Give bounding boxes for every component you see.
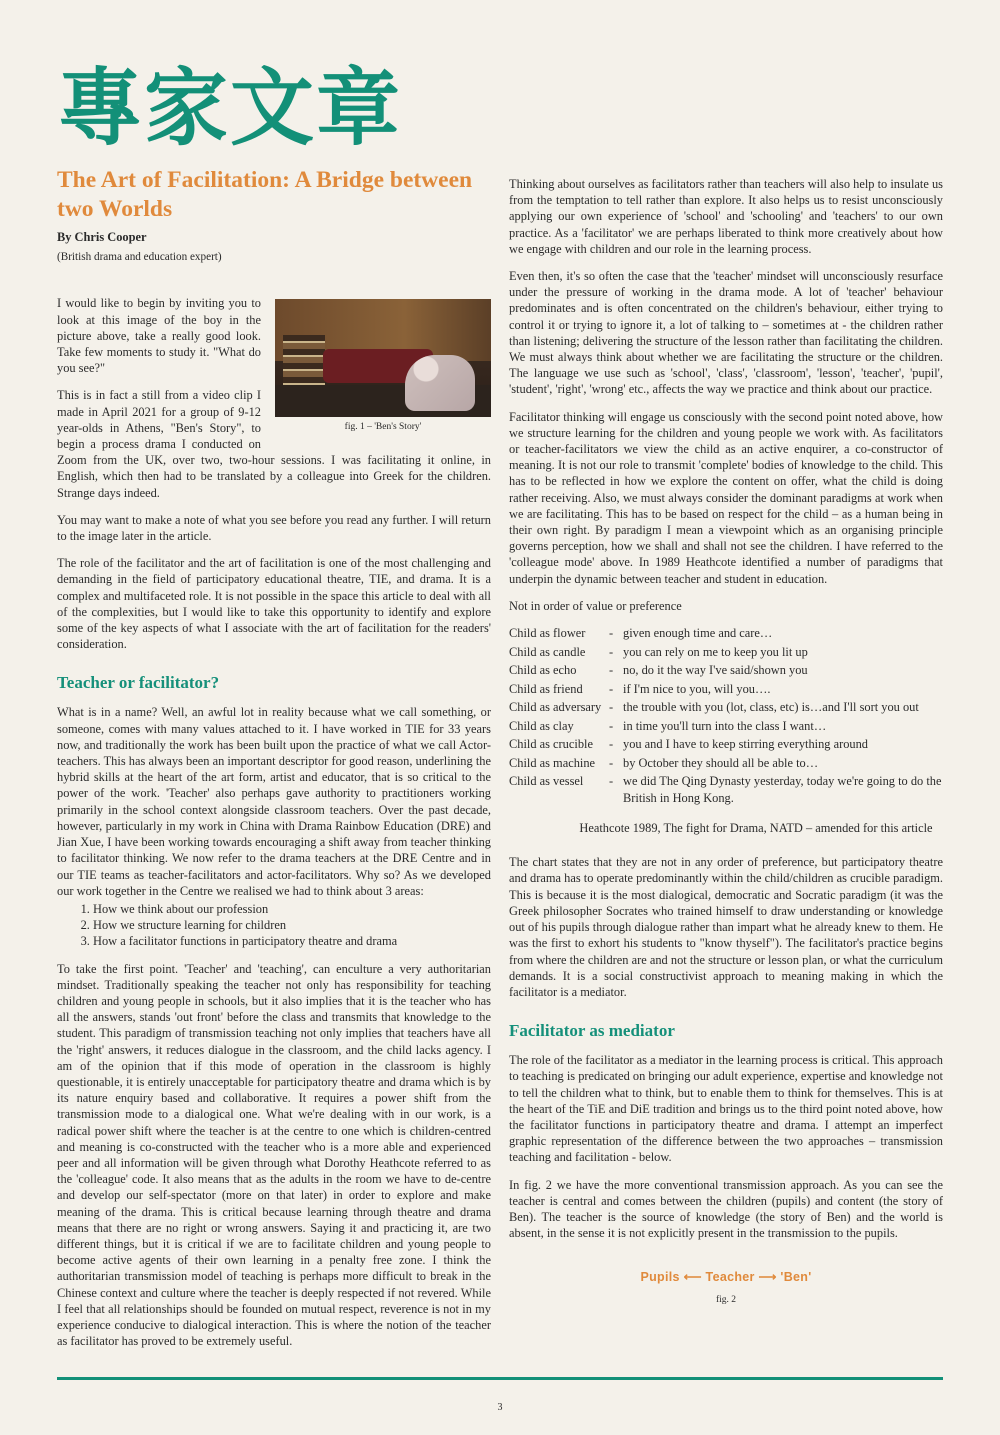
paradigm-quote: you can rely on me to keep you lit up [623, 644, 808, 659]
paradigm-quote: by October they should all be able to… [623, 755, 819, 770]
paradigm-row [509, 773, 943, 806]
paradigm-label: Child as candle [509, 644, 586, 659]
paradigm-dash: - [609, 755, 614, 770]
paragraph: Even then, it's so often the case that the 'teacher' mindset will unconsciously resurface under the pressure of working in the drama mode. A lot of 'teacher' behaviour predominates and is often concentrated on the children's behaviour, either trying to control it or trying to ignore it, a lot of talking to – sometimes at - the children rather than listening; delivering the structure of the lesson rather than facilitating the children. We must always think about whether we are facilitating the structure or the children. The language we use such as 'school', 'class', 'classroom', 'lesson', 'teacher', 'pupil', 'student', 'right', 'wrong' etc., affects the way we practice and think about our practice. [509, 269, 943, 397]
paradigm-quote: the trouble with you (lot, class, etc) is…and I'll sort you out [623, 700, 919, 715]
paragraph: Thinking about ourselves as facilitators rather than teachers will also help to insulate us from the temptation to tell rather than explore. It also helps us to resist unconsciously applying our own experience of 'school' and 'schooling' and 'teachers' to our own practice. As a 'facilitator' we are perhaps liberated to think more creatively about how we engage with children and our role in the learning process. [509, 177, 943, 256]
list-item: 3. How a facilitator functions in participatory theatre and drama [93, 933, 491, 949]
chart-intro: Not in order of value or preference [509, 598, 682, 613]
paragraph: The role of the facilitator and the art of facilitation is one of the most challenging and demanding in the field of participatory educational theatre, TIE, and drama. It is a complex and multifaceted role. It is not possible in the space this article to deal with all of the complexities, but I would like to take this opportunity to identify and explore some of the key aspects of what I associate with the art of facilitation for the readers' consideration. [57, 556, 491, 652]
chart-source: Heathcote 1989, The fight for Drama, NATD – amended for this article [579, 821, 933, 836]
paradigm-label: Child as machine [509, 755, 596, 770]
areas-list [57, 901, 491, 950]
paradigm-label: Child as vessel [509, 774, 584, 789]
left-column [57, 166, 491, 1360]
paradigm-row [509, 662, 943, 679]
paragraph: You may want to make a note of what you see before you read any further. I will return to the image later in the article. [57, 512, 491, 544]
paradigm-quote: no, do it the way I've said/shown you [623, 663, 808, 678]
paradigm-label: Child as crucible [509, 737, 593, 752]
list-item: 2. How we structure learning for children [93, 917, 491, 933]
paradigm-row [509, 718, 943, 735]
photo-boy-icon [275, 299, 491, 417]
paradigm-dash: - [609, 774, 614, 789]
paradigm-quote: we did The Qing Dynasty yesterday, today we're going to do the British in Hong Kong. [623, 774, 942, 805]
paradigm-row [509, 699, 943, 716]
paradigm-quote: in time you'll turn into the class I want… [623, 718, 827, 733]
paragraph: In fig. 2 we have the more conventional transmission approach. As you can see the teacher is central and comes between the children (pupils) and content (the story of Ben). The teacher is the source of knowledge (the story of Ben) and the world is absent, in the sense it is not explicitly present in the transmission to the pupils. [509, 1177, 943, 1241]
paradigm-dash: - [609, 644, 614, 659]
paradigm-label: Child as clay [509, 718, 574, 733]
byline-note: (British drama and education expert) [57, 251, 222, 264]
transmission-diagram: Pupils ⟵ Teacher ⟶ 'Ben' [640, 1270, 812, 1285]
paradigm-label: Child as friend [509, 681, 583, 696]
figure-2-caption: fig. 2 [715, 1294, 737, 1305]
paragraph: What is in a name? Well, an awful lot in reality because what we call something, or someone, comes with many values attached to it. I have worked in TIE for 33 years now, and traditionally the work has been built upon the practice of what we call Actor-teachers. This has always been an important descriptor for good reason, underlining the hybrid skills at the heart of the art form, artist and educator, that is so critical to the power of the work. 'Teacher' also perhaps gave authority to practitioners working primarily in the school context alongside classroom teachers. Over the past decade, however, particularly in my work in China with Drama Rainbow Education (DRE) and Jian Xue, I have been working towards encouraging a shift away from teacher thinking to facilitator thinking. We now refer to the drama teachers at the DRE Centre and in our TIE teams as teacher-facilitators and actor-facilitators. Why so? As we developed our work together in the Centre we realised we had to think about 3 areas: [57, 705, 491, 898]
paradigm-row [509, 681, 943, 698]
paradigm-label: Child as adversary [509, 700, 602, 715]
paradigm-label: Child as echo [509, 663, 577, 678]
page-title: 專家文章 [58, 58, 403, 157]
paradigm-quote: if I'm nice to you, will you…. [623, 681, 771, 696]
paradigm-dash: - [609, 737, 614, 752]
paradigm-row [509, 625, 943, 642]
paradigm-dash: - [609, 700, 614, 715]
list-item: 1. How we think about our profession [93, 901, 491, 917]
paragraph: The chart states that they are not in any order of preference, but participatory theatre and drama has to operate predominantly within the child/children as crucible paradigm. This is because it is the most dialogical, democratic and Socratic paradigm (it was the Greek philosopher Socrates who trained himself to draw understanding or knowledge out of his pupils through dialogue rather than impart what he already knew to them. He was the first to exhort his students to "know thyself"). The facilitator's practice begins from where the children are and not the structure or lesson plan, or what the curriculum demands. It is a social constructivist approach to meaning making in which the facilitator is a mediator. [509, 855, 943, 999]
paragraph: To take the first point. 'Teacher' and 'teaching', can enculture a very authoritarian mindset. Traditionally speaking the teacher not only has responsibility for teaching children and young people in schools, but it also implies that it is the teacher who has all the answers, stands 'out front' before the class and transmits that knowledge to the student. This paradigm of transmission teaching not only implies that teachers have all the 'right' answers, it reduces dialogue in the classroom, and the child lacks agency. I am of the opinion that if this mode of operation in the classroom is highly questionable, it is entirely unacceptable for participatory theatre and drama which is by its nature enquiry based and collaborative. It requires a power shift from the transmission mode to a dialogical one. What we're dealing with in our work, is a radical power shift where the teacher is at the centre to one which is children-centred and meaning is co-constructed with the teacher who is a more able and experienced peer and all information will be given through what Dorothy Heathcote referred to as the 'colleague' code. It also means that as the adults in the room we have to de-centre and develop our self-spectator (more on that later) in order to explore and make meaning of the drama. This is critical because learning through theatre and drama means that there are no right or wrong answers. Saying it and practicing it, are two different things, but it is critical if we are to facilitate children and young people to become active agents of their own learning in a penalty free zone. I think the authoritarian transmission model of teaching is perhaps more difficult to break in the Chinese context and culture where the teacher is deeply respected if not revered. While I feel that all relationships should be founded on mutual respect, reverence is not in my experience conducive to dialogical interaction. This is where the notion of the teacher as facilitator has proved to be extremely useful. [57, 961, 491, 1349]
article-title: The Art of Facilitation: A Bridge between two Worlds [57, 167, 473, 222]
paradigm-row [509, 755, 943, 772]
footer-rule [57, 1377, 943, 1380]
right-column [509, 176, 943, 1308]
paragraph: Facilitator thinking will engage us consciously with the second point noted above, how we structure learning for the children and young people we work with. As facilitators or teacher-facilitators we view the child as an active enquirer, a co-constructor of meaning. It is not our role to transmit 'complete' bodies of knowledge to the child. This has to be reflected in how we explore the content on offer, what the child is doing rather receiving. Also, we must always consider the dominant paradigms at work when we are facilitating. This has to be based on respect for the child – as a human being in their own right. By paradigm I mean a viewpoint which as an organising principle governs perception, how we shall and shall not see the children. I have referred to the 'colleague mode' above. In 1989 Heathcote identified a number of paradigms that underpin the dynamic between teacher and student in education. [509, 409, 943, 586]
figure-1 [275, 299, 491, 433]
paradigm-quote: you and I have to keep stirring everything around [623, 737, 868, 752]
byline: By Chris Cooper [57, 230, 147, 244]
paradigm-list [509, 625, 943, 806]
paradigm-row [509, 736, 943, 753]
figure-1-caption: fig. 1 – 'Ben's Story' [344, 422, 422, 433]
paradigm-label: Child as flower [509, 626, 586, 641]
paragraph: This is in fact a still from a video clip I made in April 2021 for a group of 9-12 year-olds in Athens, "Ben's Story", to begin a process drama I conducted on Zoom from the UK, over two, two-hour sessions. I was facilitating it online, in English, which then had to be translated by a colleague into Greek for the children. Strange days indeed. [57, 388, 491, 500]
paradigm-quote: given enough time and care… [623, 626, 773, 641]
section-heading: Facilitator as mediator [509, 1021, 675, 1041]
paragraph: I would like to begin by inviting you to look at this image of the boy in the picture above, take a really good look. Take few moments to study it. "What do you see?" [57, 296, 261, 376]
paradigm-dash: - [609, 626, 614, 641]
paradigm-dash: - [609, 663, 614, 678]
paragraph: The role of the facilitator as a mediator in the learning process is critical. This approach to teaching is predicated on bringing our adult experience, expertise and knowledge not to tell the children what to think, but to enable them to think for themselves. This is at the heart of the TiE and DiE tradition and brings us to the third point noted above, how the facilitator functions in participatory theatre and drama. I attempt an imperfect graphic representation of the difference between the two approaches – transmission teaching and facilitation - below. [509, 1053, 943, 1165]
section-heading: Teacher or facilitator? [57, 673, 220, 693]
paradigm-dash: - [609, 718, 614, 733]
page-number: 3 [497, 1402, 503, 1413]
paradigm-dash: - [609, 681, 614, 696]
paradigm-row [509, 644, 943, 661]
intro-block [57, 295, 491, 500]
figure-2 [509, 1269, 943, 1307]
